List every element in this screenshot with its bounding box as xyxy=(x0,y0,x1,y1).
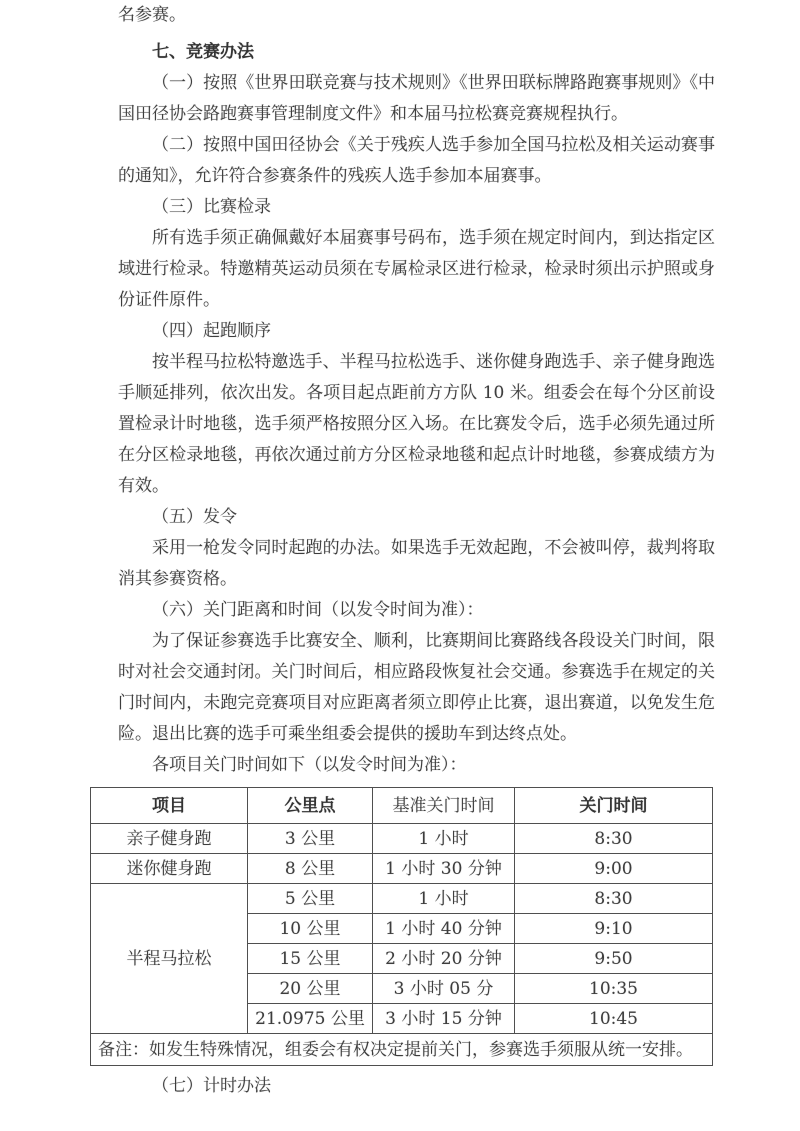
table-note: 备注：如发生特殊情况，组委会有权决定提前关门，参赛选手须服从统一安排。 xyxy=(91,1034,713,1066)
cell-project-half-marathon: 半程马拉松 xyxy=(91,884,248,1034)
cell-km-point: 3 公里 xyxy=(248,824,373,854)
paragraph-rule-5-title: （五）发令 xyxy=(152,507,237,527)
paragraph-rule-4-title: （四）起跑顺序 xyxy=(152,321,271,341)
paragraph-rule-4-body: 按半程马拉松特邀选手、半程马拉松选手、迷你健身跑选手、亲子健身跑选手顺延排列，依次出发。各项目起点距前方方队 10 米。组委会在每个分区前设置检录计时地毯，选手须严格按照分区入场。在比赛发令后，选手必须先通过所在分区检录地毯，再依次通过前方分区检录地毯和起点计时地毯，参赛成绩方为有效。 xyxy=(118,352,715,496)
header-cell-base-close-time: 基准关门时间 xyxy=(373,788,515,824)
paragraph-rule-6-body: 为了保证参赛选手比赛安全、顺利，比赛期间比赛路线各段设关门时间，限时对社会交通封闭。关门时间后，相应路段恢复社会交通。参赛选手在规定的关门时间内，未跑完竞赛项目对应距离者须立即停止比赛，退出赛道，以免发生危险。退出比赛的选手可乘坐组委会提供的援助车到达终点处。 xyxy=(118,631,715,744)
document-content xyxy=(98,0,715,1102)
lead-paragraph: 名参赛。 xyxy=(118,5,186,25)
paragraph-rule-3-body: 所有选手须正确佩戴好本届赛事号码布，选手须在规定时间内，到达指定区域进行检录。特邀精英运动员须在专属检录区进行检录，检录时须出示护照或身份证件原件。 xyxy=(118,228,715,310)
cell-km-point: 5 公里 xyxy=(248,884,373,914)
cell-base-time: 2 小时 20 分钟 xyxy=(373,944,515,974)
table-row-family-run xyxy=(91,824,713,854)
cell-close-time: 8:30 xyxy=(515,884,713,914)
cell-km-point: 20 公里 xyxy=(248,974,373,1004)
cell-close-time: 9:00 xyxy=(515,854,713,884)
cell-km-point: 21.0975 公里 xyxy=(248,1004,373,1034)
cell-close-time: 10:35 xyxy=(515,974,713,1004)
closing-time-table xyxy=(90,787,713,1066)
cell-base-time: 1 小时 30 分钟 xyxy=(373,854,515,884)
cell-base-time: 1 小时 xyxy=(373,824,515,854)
header-cell-km-point: 公里点 xyxy=(248,788,373,824)
table-row-half-marathon-5km xyxy=(91,884,713,914)
cell-close-time: 9:10 xyxy=(515,914,713,944)
cell-km-point: 8 公里 xyxy=(248,854,373,884)
cell-base-time: 3 小时 15 分钟 xyxy=(373,1004,515,1034)
cell-km-point: 10 公里 xyxy=(248,914,373,944)
cell-close-time: 9:50 xyxy=(515,944,713,974)
paragraph-rule-3-title: （三）比赛检录 xyxy=(152,197,271,217)
header-cell-project: 项目 xyxy=(91,788,248,824)
paragraph-rule-2: （二）按照中国田径协会《关于残疾人选手参加全国马拉松及相关运动赛事的通知》，允许符合参赛条件的残疾人选手参加本届赛事。 xyxy=(118,135,715,186)
cell-project: 亲子健身跑 xyxy=(91,824,248,854)
paragraph-rule-7-title: （七）计时办法 xyxy=(152,1076,271,1096)
paragraph-rule-5-body: 采用一枪发令同时起跑的办法。如果选手无效起跑，不会被叫停，裁判将取消其参赛资格。 xyxy=(118,538,715,589)
cell-base-time: 1 小时 40 分钟 xyxy=(373,914,515,944)
table-header-row xyxy=(91,788,713,824)
cell-close-time: 8:30 xyxy=(515,824,713,854)
cell-base-time: 1 小时 xyxy=(373,884,515,914)
cell-km-point: 15 公里 xyxy=(248,944,373,974)
paragraph-table-intro: 各项目关门时间如下（以发令时间为准）： xyxy=(152,755,467,775)
cell-base-time: 3 小时 05 分 xyxy=(373,974,515,1004)
paragraph-rule-6-title: （六）关门距离和时间（以发令时间为准）： xyxy=(152,600,484,620)
cell-project: 迷你健身跑 xyxy=(91,854,248,884)
header-cell-close-time: 关门时间 xyxy=(515,788,713,824)
section-heading: 七、竞赛办法 xyxy=(152,42,254,62)
table-row-mini-run xyxy=(91,854,713,884)
paragraph-rule-1: （一）按照《世界田联竞赛与技术规则》《世界田联标牌路跑赛事规则》《中国田径协会路跑赛事管理制度文件》和本届马拉松赛竞赛规程执行。 xyxy=(118,73,715,124)
table-note-row xyxy=(91,1034,713,1066)
cell-close-time: 10:45 xyxy=(515,1004,713,1034)
